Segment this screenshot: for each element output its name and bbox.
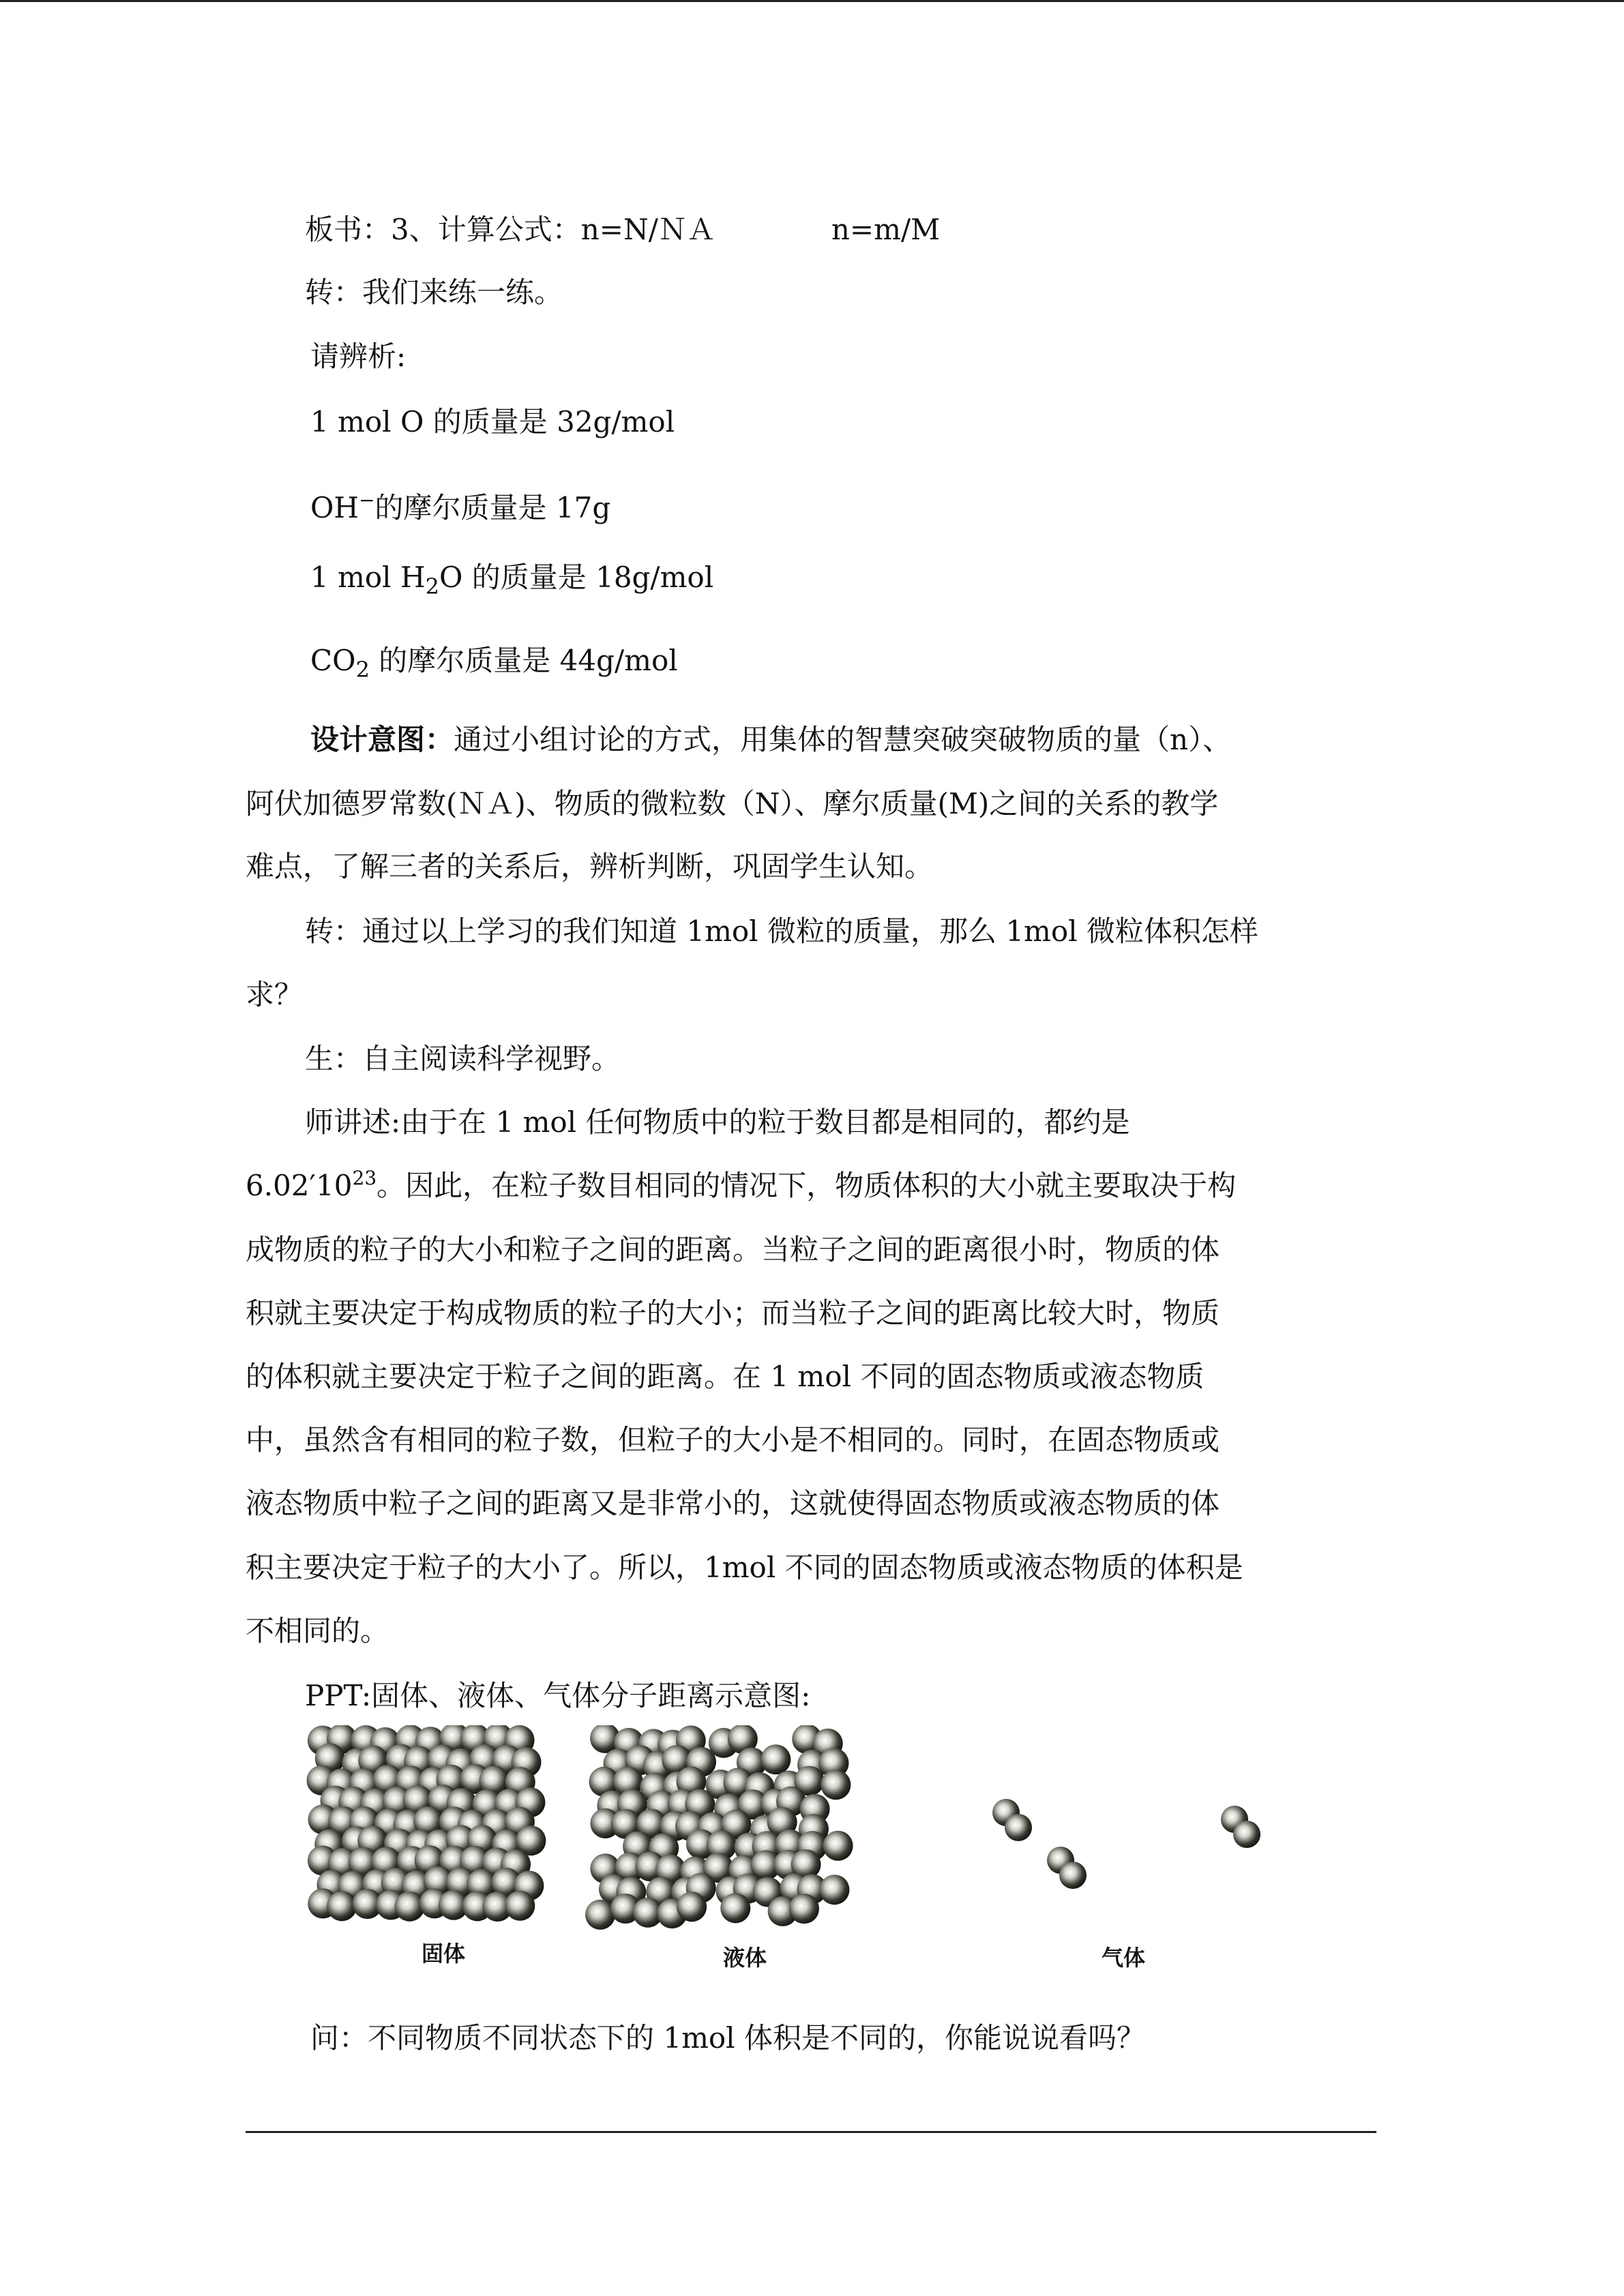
gas-particles [992,1799,1260,1889]
solid-particle [505,1891,535,1921]
student-line: 生：自主阅读科学视野。 [305,1042,621,1075]
liquid-particle [677,1892,707,1922]
liquid-particles [585,1725,853,1930]
teacher-line-7: 液态物质中粒子之间的距离又是非常小的，这就使得固态物质或液态物质的体 [246,1487,1220,1520]
gas-particle [1233,1821,1260,1848]
ppt-line: PPT:固体、液体、气体分子距离示意图: [305,1679,811,1712]
formula-m: n=m/M [831,213,941,246]
teacher-line-8: 积主要决定于粒子的大小了。所以，1mol 不同的固态物质或液态物质的体积是 [246,1551,1243,1584]
gas-label: 气体 [1102,1945,1146,1971]
gas-particle [1005,1814,1032,1841]
teacher-line-9: 不相同的。 [246,1614,389,1648]
particle-diagram [300,1725,1323,1984]
design-intent-line-1: 设计意图：通过小组讨论的方式，用集体的智慧突破突破物质的量（n）、 [310,723,1232,756]
teacher-line-1: 师讲述:由于在 1 mol 任何物质中的粒于数目都是相同的，都约是 [305,1105,1130,1139]
liquid-particle [720,1893,750,1923]
solid-label: 固体 [422,1941,466,1967]
teacher-line-4: 积就主要决定于构成物质的粒子的大小；而当粒子之间的距离比较大时，物质 [246,1296,1220,1330]
discern-item-1: 1 mol O 的质量是 32g/mol [310,405,675,438]
solid-particle [327,1891,357,1921]
teacher-line-5: 的体积就主要决定于粒子之间的距离。在 1 mol 不同的固态物质或液态物质 [246,1360,1205,1393]
teacher-line-6: 中，虽然含有相同的粒子数，但粒子的大小是不相同的。同时，在固态物质或 [246,1423,1220,1457]
question-line: 问：不同物质不同状态下的 1mol 体积是不同的，你能说说看吗？ [310,2021,1145,2055]
practice-line: 转：我们来练一练。 [305,275,563,309]
formula-line [305,210,940,250]
discern-item-4: $CO_2$ 的摩尔质量是 44g/mol [310,644,678,683]
top-border [0,0,1624,2]
teacher-line-2: $6.02'10^{23}$。因此，在粒子数目相同的情况下，物质体积的大小就主要取决于构 [246,1167,1237,1202]
solid-particles [307,1725,546,1922]
design-intent-line-2: 阿伏加德罗常数(ＮＡ)、物质的微粒数（N）、摩尔质量(M)之间的关系的教学 [246,787,1219,820]
liquid-label: 液体 [723,1945,767,1971]
liquid-particle [789,1894,819,1924]
gas-particle [1059,1862,1087,1889]
liquid-particle [761,1744,791,1774]
discern-item-3: 1 mol $H_2O$ 的质量是 18g/mol [310,561,714,599]
transition-line-1: 转：通过以上学习的我们知道 1mol 微粒的质量，那么 1mol 微粒体积怎样 [305,914,1258,948]
formula-na: 板书：3、计算公式：n=N/ＮＡ [305,213,715,246]
liquid-particle [823,1831,853,1861]
discern-item-2: OH−的摩尔质量是 17g [310,489,611,524]
liquid-particle [585,1900,615,1930]
footer-rule [246,2131,1376,2133]
transition-line-2: 求？ [246,978,304,1011]
teacher-line-3: 成物质的粒子的大小和粒子之间的距离。当粒子之间的距离很小时，物质的体 [246,1233,1220,1266]
design-intent-label: 设计意图： [310,723,454,756]
design-intent-line-3: 难点，了解三者的关系后，辨析判断，巩固学生认知。 [246,850,934,883]
liquid-particle [821,1770,851,1800]
liquid-particle [819,1875,849,1905]
discern-heading: 请辨析: [310,340,407,373]
